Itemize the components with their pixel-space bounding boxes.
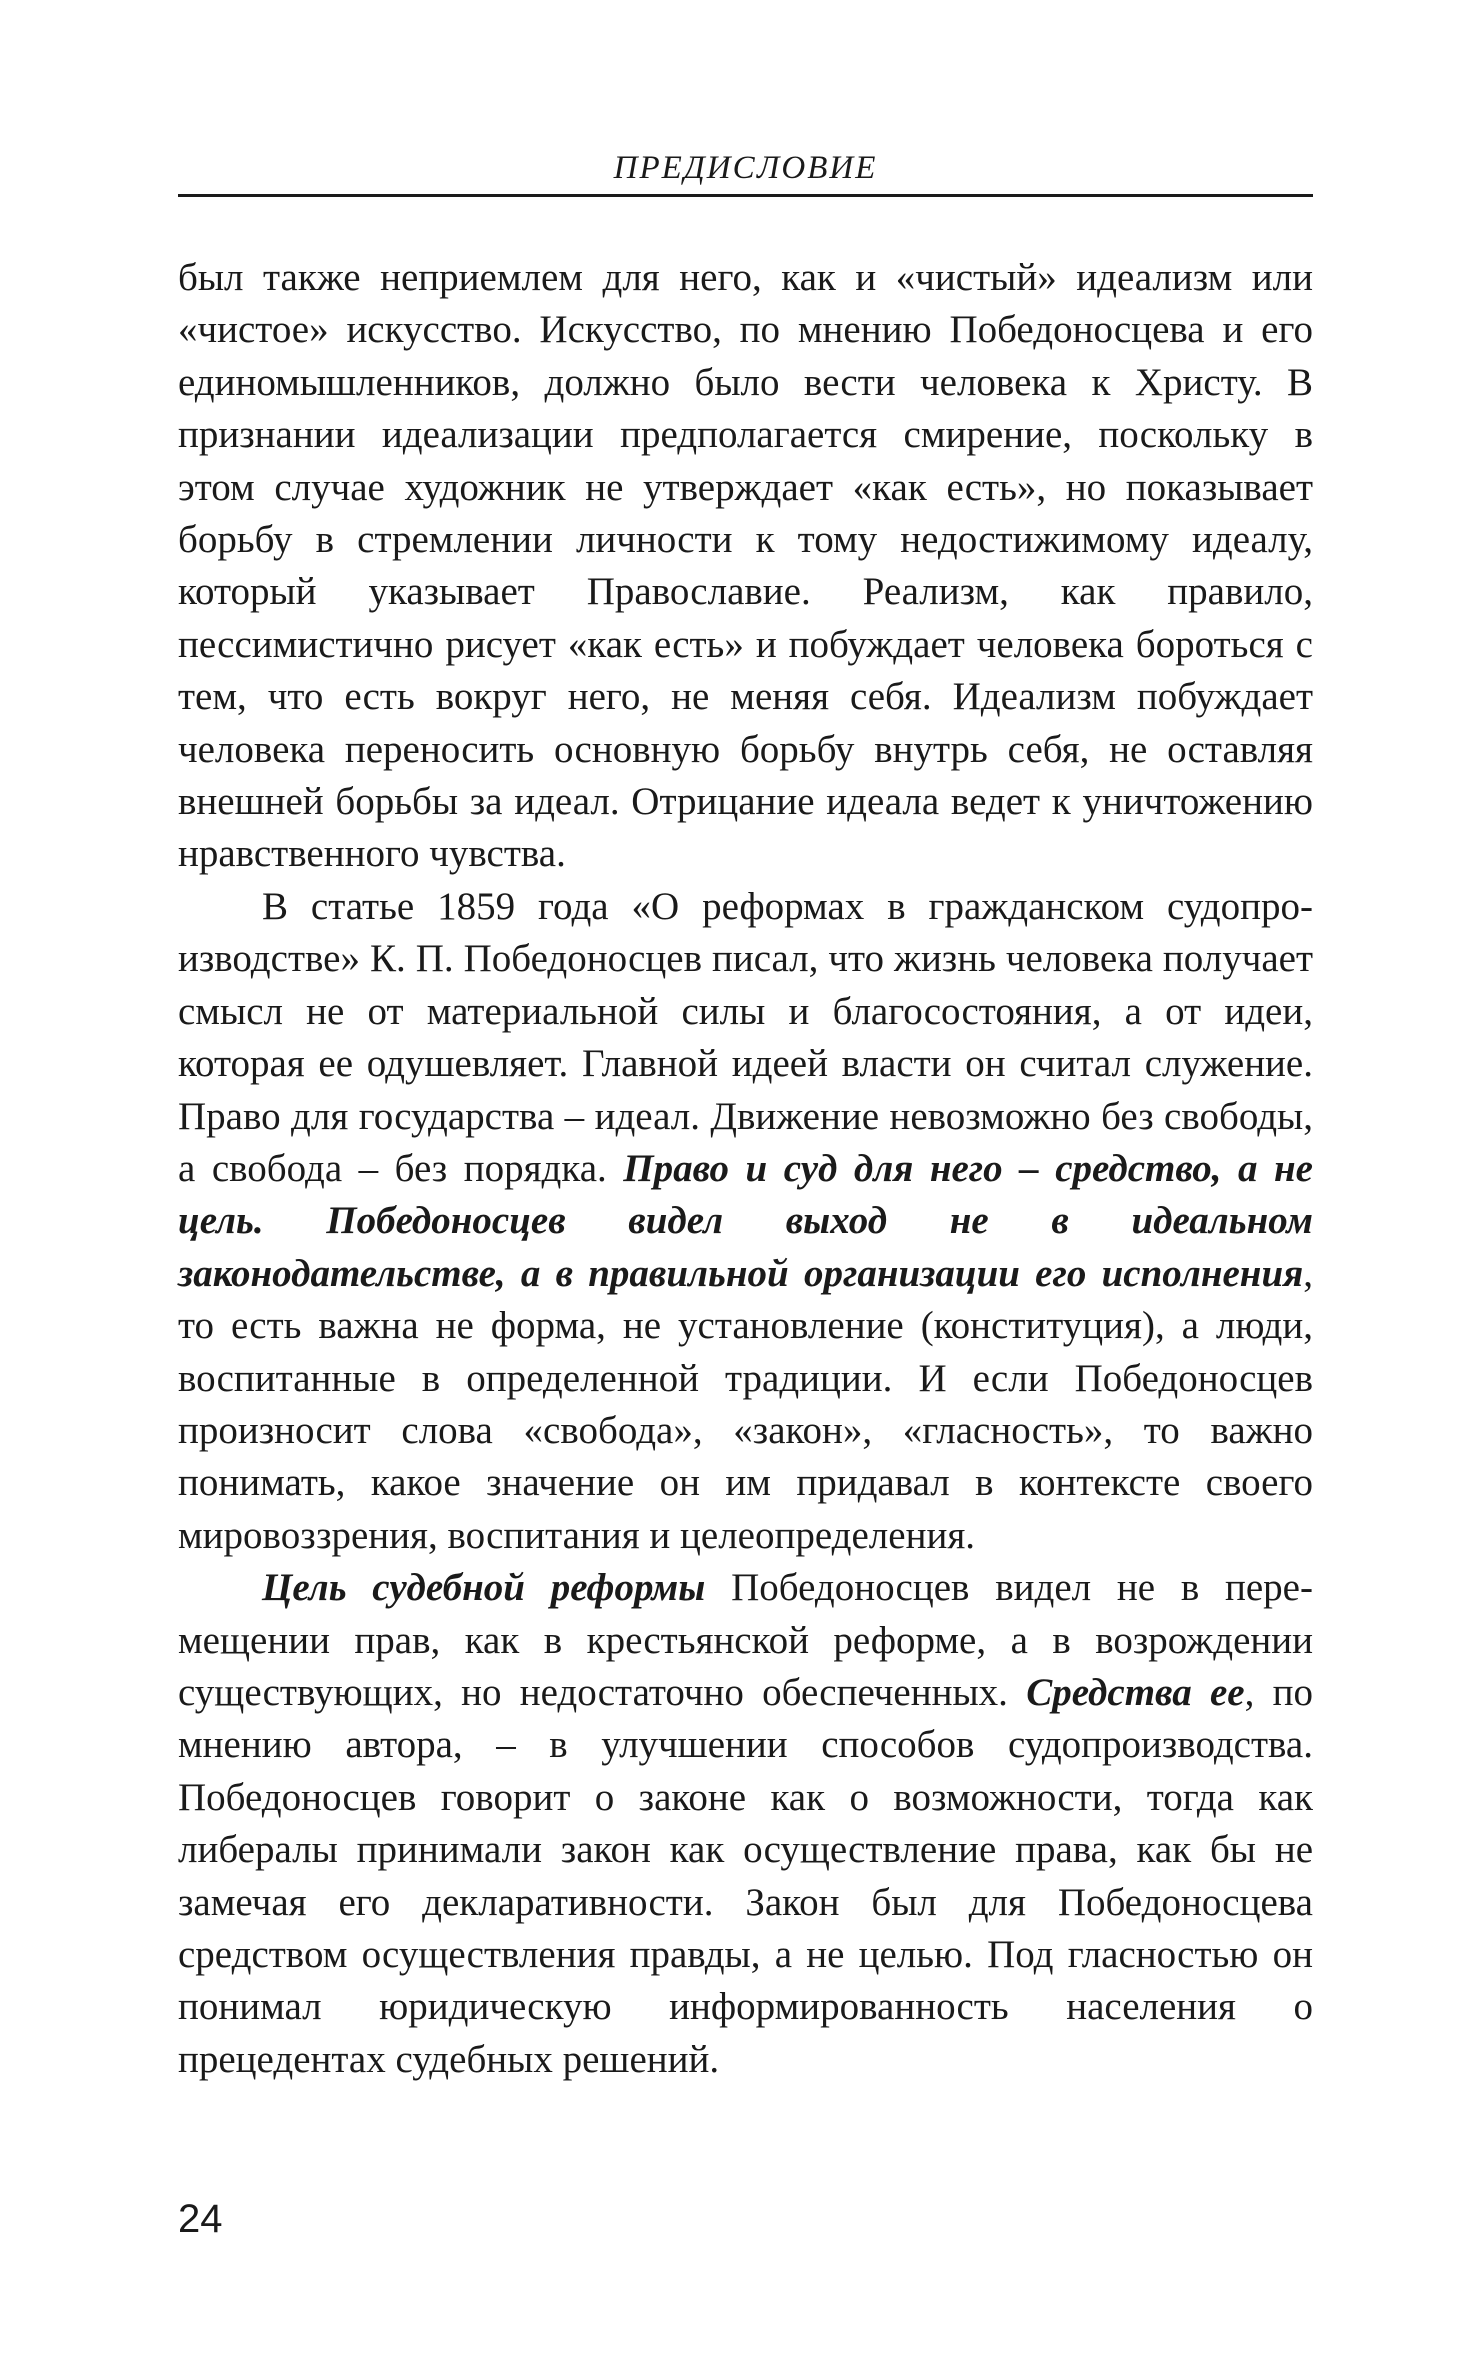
running-head-title: ПРЕДИСЛОВИЕ <box>613 150 878 186</box>
emphasis-run: Цель судебной реформы <box>262 1566 706 1610</box>
text-run: , то есть важна не форма, не установление (конституция), а люди, воспитанные в определенной традиции. И если Победоносцев произносит слова «свобода», «закон», «гласность», то важно понимать, какое значение он им придавал в контексте своего мировоззрения, воспитания и целеопределения. <box>178 1251 1313 1557</box>
body-text <box>178 252 1313 2086</box>
emphasis-run: Средства ее <box>1026 1670 1245 1714</box>
emphasis-run: Право и суд для него – средство, а не цель. Победоносцев видел выход не в идеальном законодательстве, а в правильной организации его исполнения <box>178 1146 1313 1295</box>
header-rule <box>178 194 1313 197</box>
text-run: В статье 1859 года «О реформах в гражданском судопроизводстве» К. П. Победоносцев писал, что жизнь человека получает смысл не от материальной силы и благосостояния, а от идеи, которая ее одушевляет. Главной идеей власти он считал служение. Право для государства – идеал. Движение невозможно без свободы, а свобода – без порядка. <box>178 884 1313 1190</box>
paragraph-3 <box>178 1562 1313 2086</box>
text-run: Победоносцев видел не в перемещении прав, как в крестьянской реформе, а в возрождении существующих, но недостаточно обеспеченных. <box>178 1566 1313 1714</box>
text-run: был также неприемлем для него, как и «чистый» идеализм или «чистое» искусство. Искусство, по мнению Победоносцева и его единомышленников, должно было вести человека к Христу. В признании идеализации предполагается смирение, поскольку в этом случае художник не утверждает «как есть», но показывает борьбу в стремлении личности к тому недостижимому идеалу, который указывает Православие. Реализм, как правило, пессимистично рисует «как есть» и побуждает человека бороться с тем, что есть вокруг него, не меняя себя. Идеализм побуждает человека переносить основную борьбу внутрь себя, не оставляя внешней борьбы за идеал. Отрицание идеала ведет к уничтожению нравственного чувства. <box>178 256 1313 876</box>
page-number: 24 <box>178 2197 223 2241</box>
paragraph-1 <box>178 252 1313 881</box>
paragraph-2 <box>178 881 1313 1562</box>
text-run: , по мнению автора, – в улучшении способов судопроизводства. Победоносцев говорит о законе как о возможности, тогда как либералы принимали закон как осуществление права, как бы не замечая его декларативности. Закон был для Победоносцева средством осуществления правды, а не целью. Под гласностью он понимал юридическую информированность населения о прецедентах судебных решений. <box>178 1670 1313 2081</box>
